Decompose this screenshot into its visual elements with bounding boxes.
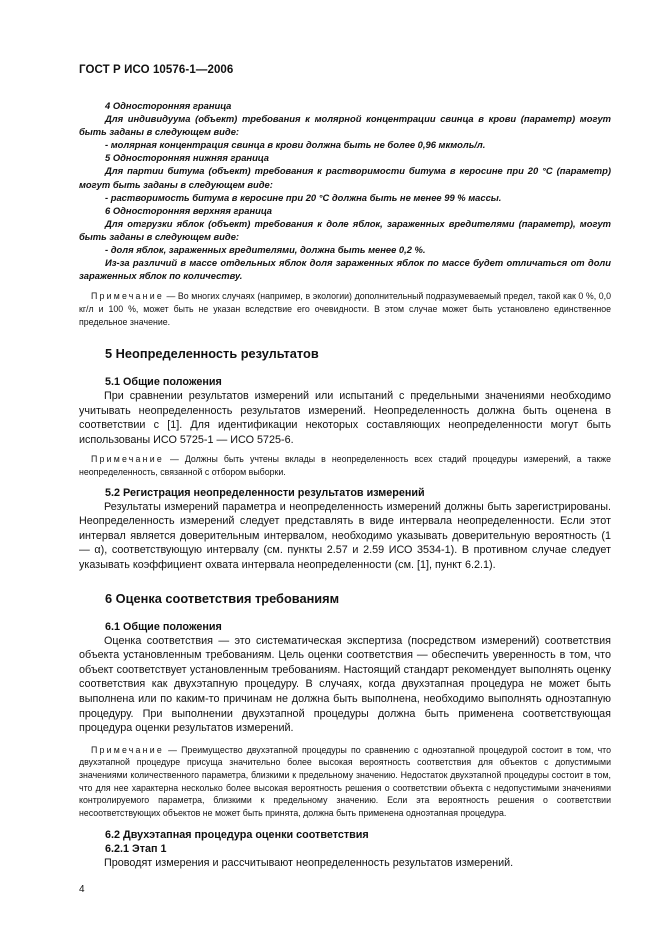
example-4-text: Для индивидуума (объект) требования к молярной концентрации свинца в крови (параметр) могут быть заданы в следующем виде: bbox=[79, 113, 611, 138]
page-number: 4 bbox=[79, 884, 85, 895]
example-5-item: - растворимость битума в керосине при 20 °С должна быть не менее 99 % массы. bbox=[105, 191, 502, 203]
section-6-1-text: Оценка соответствия — это систематическая экспертиза (посредством измерений) соответствия объекта установленным требованиям. Цель оценки соответствия — обеспечить уверенность в том, что объект соответствует установленным требованиям. Настоящий стандарт рекомендует выполнять оценку соответствия как двухэтапную процедуру. В случаях, когда двухэтапная процедура не может быть выполнена или по каким-то причинам не должна быть выполнена, необходимо выполнять одноэтапную процедуру. При выполнении двухэтапной процедуры должна быть применена соответствующая процедура оценки результатов измерений. bbox=[79, 634, 611, 735]
note-2-text: — Должны быть учтены вклады в неопределенность всех стадий процедуры измерений, а также неопределенность, связанной с отбором выборки. bbox=[79, 454, 611, 478]
note-1 bbox=[79, 290, 611, 328]
example-6-remark: Из-за различий в массе отдельных яблок доля зараженных яблок по массе будет отличаться от доли зараженных яблок по количеству. bbox=[79, 257, 611, 282]
section-5-title: 5 Неопределенность результатов bbox=[105, 346, 319, 362]
note-1-text: — Во многих случаях (например, в экологии) дополнительный подразумеваемый предел, такой как 0 %, 0,0 кг/л и 100 %, может быть не указан вследствие его очевидности. В этом случае может быть установлено единственное предельное значение. bbox=[79, 291, 611, 327]
section-5-2-title: 5.2 Регистрация неопределенности результатов измерений bbox=[105, 486, 425, 499]
section-5-1-title: 5.1 Общие положения bbox=[105, 376, 222, 389]
section-6-1-title: 6.1 Общие положения bbox=[105, 620, 222, 633]
section-6-2-1-title: 6.2.1 Этап 1 bbox=[105, 843, 167, 856]
section-6-2-1-text: Проводят измерения и рассчитывают неопределенность результатов измерений. bbox=[104, 857, 514, 870]
example-6-text: Для отгрузки яблок (объект) требования к доле яблок, зараженных вредителями (параметр), могут быть заданы в следующем виде: bbox=[79, 217, 611, 242]
note-label: Примечание bbox=[91, 291, 164, 302]
example-6-item: - доля яблок, зараженных вредителями, должна быть менее 0,2 %. bbox=[105, 244, 426, 256]
note-3 bbox=[79, 744, 611, 820]
example-4-item: - молярная концентрация свинца в крови должна быть не более 0,96 мкмоль/л. bbox=[105, 139, 486, 151]
section-6-2-title: 6.2 Двухэтапная процедура оценки соответствия bbox=[105, 829, 369, 842]
section-5-2-text: Результаты измерений параметра и неопределенность измерений должны быть зарегистрированы. Неопределенность измерений следует представлять в виде интервала неопределенности. Если этот интервал является доверительным интервалом, необходимо указывать доверительную вероятность (1 — α), соответствующую интервалу (см. пункты 2.57 и 2.59 ИСО 3534-1). В противном случае следует указывать коэффициент охвата интервала неопределенности (см. [1], пункт 6.2.1). bbox=[79, 500, 611, 572]
example-4-heading: 4 Односторонняя граница bbox=[105, 100, 232, 111]
example-6-heading: 6 Односторонняя верхняя граница bbox=[105, 204, 273, 216]
note-3-text: — Преимущество двухэтапной процедуры по сравнению с одноэтапной процедурой состоит в том, что двухэтапной процедуре присуща значительно более высокая вероятность соответствия для объектов с допустимыми значениями количественного параметра, близкими к предельному значению. Недостаток двухэтапной процедуры состоит в том, что для нее характерна несколько более высокая вероятность решения о соответствии объекта с недопустимыми значениями контролируемого параметра, близкими к предельному значению. Если эта вероятность решения о соответствии несоответствующих объектов не может быть принята, должна быть применена одноэтапная процедура. bbox=[79, 744, 611, 818]
page-content bbox=[79, 99, 611, 871]
example-5-heading: 5 Односторонняя нижняя граница bbox=[105, 152, 269, 164]
example-5-text: Для партии битума (объект) требования к растворимости битума в керосине при 20 °С (параметр) могут быть заданы в следующем виде: bbox=[79, 165, 611, 190]
note-label: Примечание bbox=[91, 744, 164, 755]
note-label: Примечание bbox=[91, 454, 164, 465]
section-6-title: 6 Оценка соответствия требованиям bbox=[105, 590, 340, 606]
document-header: ГОСТ Р ИСО 10576-1—2006 bbox=[79, 64, 234, 76]
note-2 bbox=[79, 453, 611, 478]
section-5-1-text: При сравнении результатов измерений или испытаний с предельными значениями необходимо учитывать неопределенность результатов измерений. Неопределенность должна быть оценена в соответствии с [1]. Для идентификации некоторых составляющих неопределенности могут быть использованы ИСО 5725-1 — ИСО 5725-6. bbox=[79, 390, 611, 446]
